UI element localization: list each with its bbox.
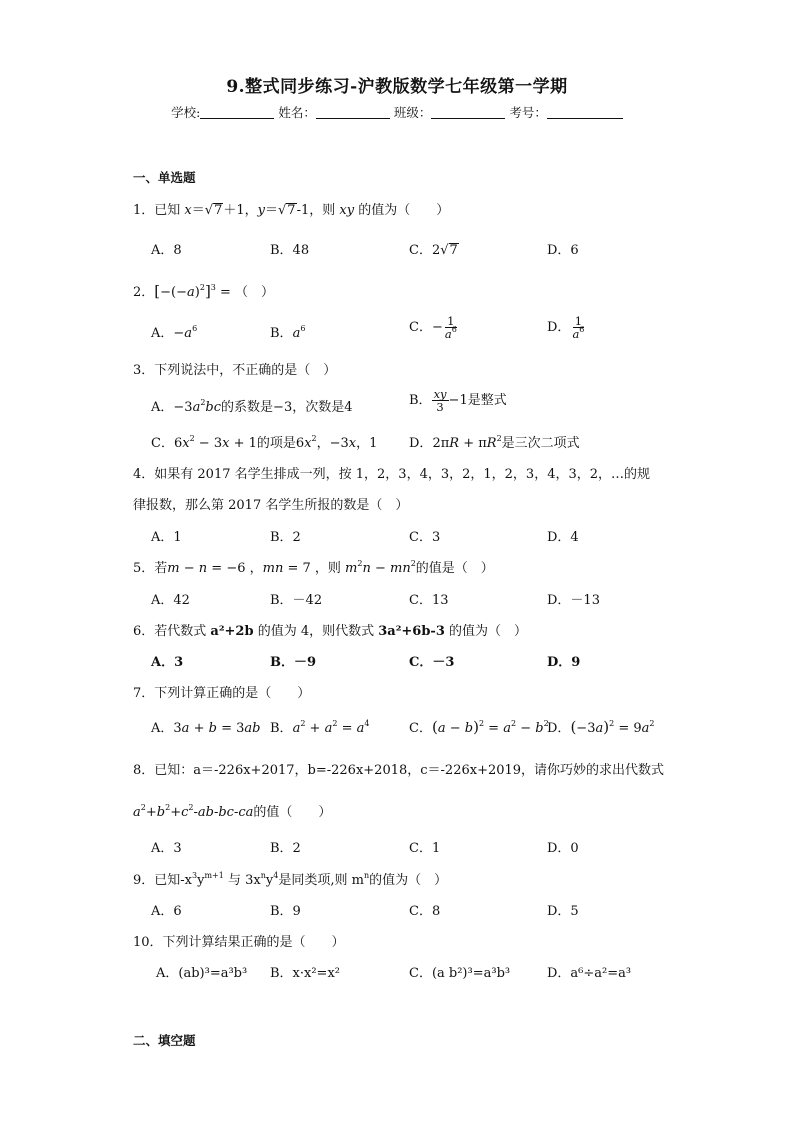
number-blank[interactable] (547, 106, 623, 119)
page-title: 9.整式同步练习-沪教版数学七年级第一学期 (226, 77, 568, 97)
question-4-stem-line2: 律报数，那么第 2017 名学生所报的数是（ ） (133, 498, 409, 513)
q2-option-b[interactable]: B．$a^6$ (270, 324, 306, 341)
question-9-stem: 9．已知$-x^3y^{m+1}$ 与 $3x^ny^4$是同类项,则 $m^n$的值为（ ） (133, 871, 448, 888)
q2-option-c[interactable]: C．− $\frac{1}{a^6}$ (409, 314, 457, 341)
question-8-stem-line1: 8．已知：a＝-226x+2017，b=-226x+2018，c＝-226x+2019，请你巧妙的求出代数式 (133, 763, 665, 778)
question-8-stem-line2: $a^2+b^2+c^2-ab-bc-ca$的值（ ） (133, 803, 332, 820)
number-label: 考号： (509, 105, 547, 120)
q7-option-d[interactable]: D．$(-3a)^2 = 9a^2$ (547, 718, 655, 736)
q5-option-d[interactable]: D．－13 (547, 593, 600, 608)
section-heading-single-choice: 一、单选题 (133, 170, 196, 185)
q7-option-a[interactable]: A．3a + b = 3ab (151, 721, 261, 736)
q1-option-a[interactable]: A．8 (151, 243, 182, 258)
q1-option-c[interactable]: C．2√7 (409, 243, 458, 258)
q5-option-c[interactable]: C．13 (409, 593, 449, 608)
q4-option-b[interactable]: B．2 (270, 530, 301, 545)
question-6-stem: 6．若代数式 a²+2b 的值为 4，则代数式 3a²+6b-3 的值为（ ） (133, 624, 528, 639)
school-blank[interactable] (200, 106, 274, 119)
name-blank[interactable] (316, 106, 390, 119)
q6-option-a[interactable]: A．3 (151, 655, 184, 670)
q7-option-c[interactable]: C．$(a - b)^2 = a^2 - b^2$ (409, 718, 549, 736)
q2-option-d[interactable]: D． $\frac{1}{a^6}$ (547, 314, 585, 341)
q10-option-c[interactable]: C．(a b²)³=a³b³ (409, 966, 511, 981)
q8-option-b[interactable]: B．2 (270, 841, 301, 856)
question-10-stem: 10．下列计算结果正确的是（ ） (133, 935, 345, 950)
q3-option-d[interactable]: D．$2\pi R + \pi R^2$是三次二项式 (409, 434, 580, 451)
question-2-stem: 2．$[-(-a)^2]^3$ = （ ） (133, 282, 275, 300)
q6-option-d[interactable]: D．9 (547, 655, 581, 670)
q3-option-c[interactable]: C．$6x^2 - 3x + 1$的项是$6x^2$，−3x，1 (151, 434, 378, 451)
q8-option-a[interactable]: A．3 (151, 841, 182, 856)
question-4-stem-line1: 4．如果有 2017 名学生排成一列，按 1，2，3，4，3，2，1，2，3，4，3，2，…的规 (133, 467, 651, 482)
q8-option-d[interactable]: D．0 (547, 841, 579, 856)
q4-option-a[interactable]: A．1 (151, 530, 182, 545)
q1-option-b[interactable]: B．48 (270, 243, 310, 258)
q4-option-d[interactable]: D．4 (547, 530, 579, 545)
name-label: 姓名： (278, 105, 316, 120)
q9-option-a[interactable]: A．6 (151, 904, 182, 919)
q3-option-a[interactable]: A．$-3a^2bc$的系数是−3，次数是4 (151, 398, 353, 415)
q9-option-b[interactable]: B．9 (270, 904, 301, 919)
q1-option-d[interactable]: D．6 (547, 243, 579, 258)
q8-option-c[interactable]: C．1 (409, 841, 441, 856)
question-3-stem: 3．下列说法中，不正确的是（ ） (133, 363, 337, 378)
class-label: 班级： (393, 105, 432, 120)
q2-option-a[interactable]: A．$-a^6$ (151, 324, 198, 341)
q3-option-b[interactable]: B． $\frac{xy}{3}$ −1是整式 (409, 387, 507, 414)
q10-option-a[interactable]: A．(ab)³=a³b³ (156, 966, 248, 981)
q10-option-b[interactable]: B．x·x²=x² (270, 966, 340, 981)
q4-option-c[interactable]: C．3 (409, 530, 441, 545)
q5-option-b[interactable]: B．－42 (270, 593, 323, 608)
q6-option-b[interactable]: B．－9 (270, 655, 317, 670)
q6-option-c[interactable]: C．－3 (409, 655, 455, 670)
section-heading-fill-blank: 二、填空题 (133, 1033, 196, 1048)
q5-option-a[interactable]: A．42 (151, 593, 190, 608)
question-5-stem: 5．若m − n = −6 ，mn = 7 ，则 $m^2n - mn^2$的值是（ ） (133, 559, 494, 576)
q7-option-b[interactable]: B．$a^2 + a^2 = a^4$ (270, 719, 370, 736)
class-blank[interactable] (431, 106, 505, 119)
q10-option-d[interactable]: D．a⁶÷a²=a³ (547, 966, 632, 981)
question-7-stem: 7．下列计算正确的是（ ） (133, 686, 311, 701)
question-1-stem: 1．已知 x＝√7＋1，y＝√7-1，则 xy 的值为（ ） (133, 203, 450, 218)
student-info-row (0, 103, 794, 121)
school-label: 学校: (171, 105, 201, 120)
q9-option-d[interactable]: D．5 (547, 904, 579, 919)
q9-option-c[interactable]: C．8 (409, 904, 441, 919)
